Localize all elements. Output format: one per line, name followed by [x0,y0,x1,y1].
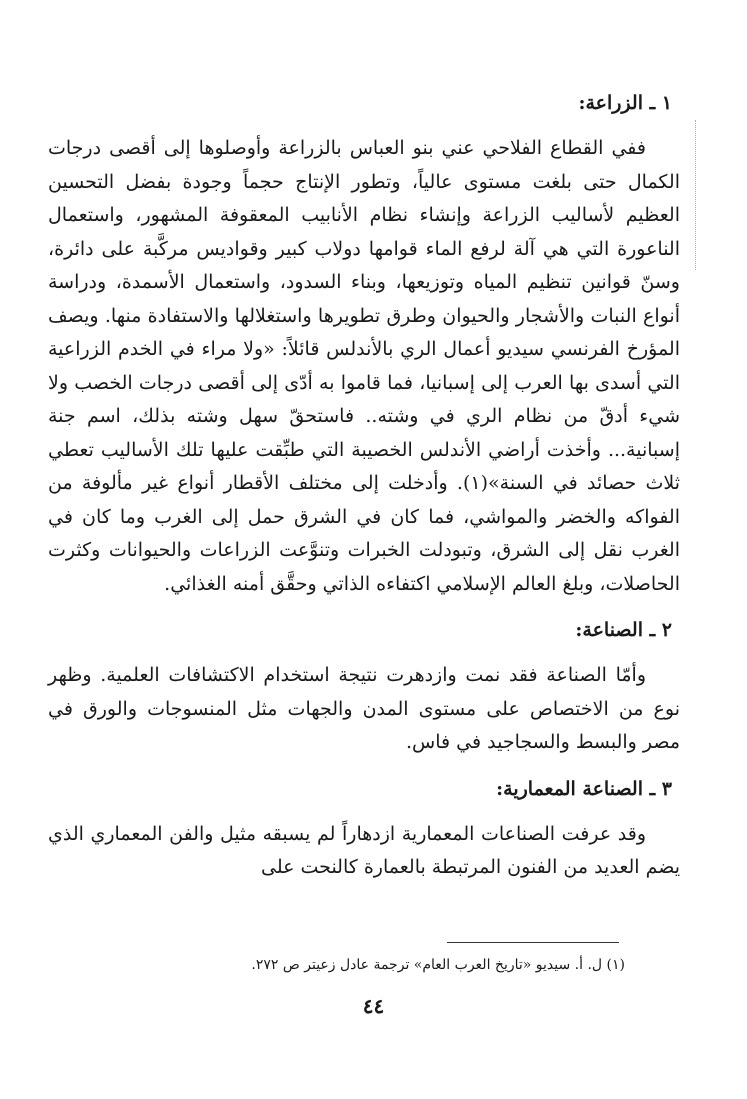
margin-mark [695,120,696,270]
footnote: (١) ل. أ. سيديو «تاريخ العرب العام» ترجمة عادل زعيتر ص ٢٧٢. [251,957,625,973]
paragraph-architecture: وقد عرفت الصناعات المعمارية ازدهاراً لم يسبقه مثيل والفن المعماري الذي يضم العديد من الفنون المرتبطة بالعمارة كالنحت على [48,822,680,878]
paragraph-industry: وأمّا الصناعة فقد نمت وازدهرت نتيجة استخدام الاكتشافات العلمية. وظهر نوع من الاختصاص على مستوى المدن والجهات مثل المنسوجات والورق في مصر والبسط والسجاجيد في فاس. [48,664,680,753]
section-heading-architecture: ٣ ـ الصناعة المعمارية: [496,777,672,800]
paragraph-agriculture: ففي القطاع الفلاحي عني بنو العباس بالزراعة وأوصلوها إلى أقصى درجات الكمال حتى بلغت مستوى عالياً، وتطور الإنتاج حجماً وجودة بفضل التحسين العظيم لأساليب الزراعة وإنشاء نظام الأنابيب المعقوفة المشهور، واستعمال الناعورة التي هي آلة لرفع الماء قوامها دولاب كبير وقواديس مركَّبة على دائرة، وسنّ قوانين تنظيم المياه وتوزيعها، وبناء السدود، واستعمال الأسمدة، ودراسة أنواع النبات والأشجار والحيوان وطرق تطويرها واستغلالها والاستفادة منها. ويصف المؤرخ الفرنسي سيديو أعمال الري بالأندلس قائلاً: «ولا مراء في الخدم الزراعية التي أسدى بها العرب إلى إسبانيا، فما قاموا به أدّى إلى أقصى درجات الخصب ولا شيء أدقّ من نظام الري في وشته.. فاستحقّ سهل وشته بذلك، اسم جنة إسبانية... وأخذت أراضي الأندلس الخصيبة التي طبِّقت عليها تلك الأساليب تعطي ثلاث حصائد في السنة»(١). وأدخلت إلى مختلف الأقطار أنواع غير مألوفة من الفواكه والخضر والمواشي، فما كان في الشرق حمل إلى الغرب وما كان في الغرب نقل إلى الشرق، وتبودلت الخبرات وتنوَّعت الزراعات والحيوانات وكثرت الحاصلات، وبلغ العالم الإسلامي اكتفاءه الذاتي وحقَّق أمنه الغذائي. [48,137,681,595]
page-number: ٤٤ [362,994,385,1018]
page-body [48,88,680,885]
section-heading-agriculture: ١ ـ الزراعة: [578,92,672,114]
footnote-divider [447,942,619,943]
section-heading-industry: ٢ ـ الصناعة: [575,619,672,641]
